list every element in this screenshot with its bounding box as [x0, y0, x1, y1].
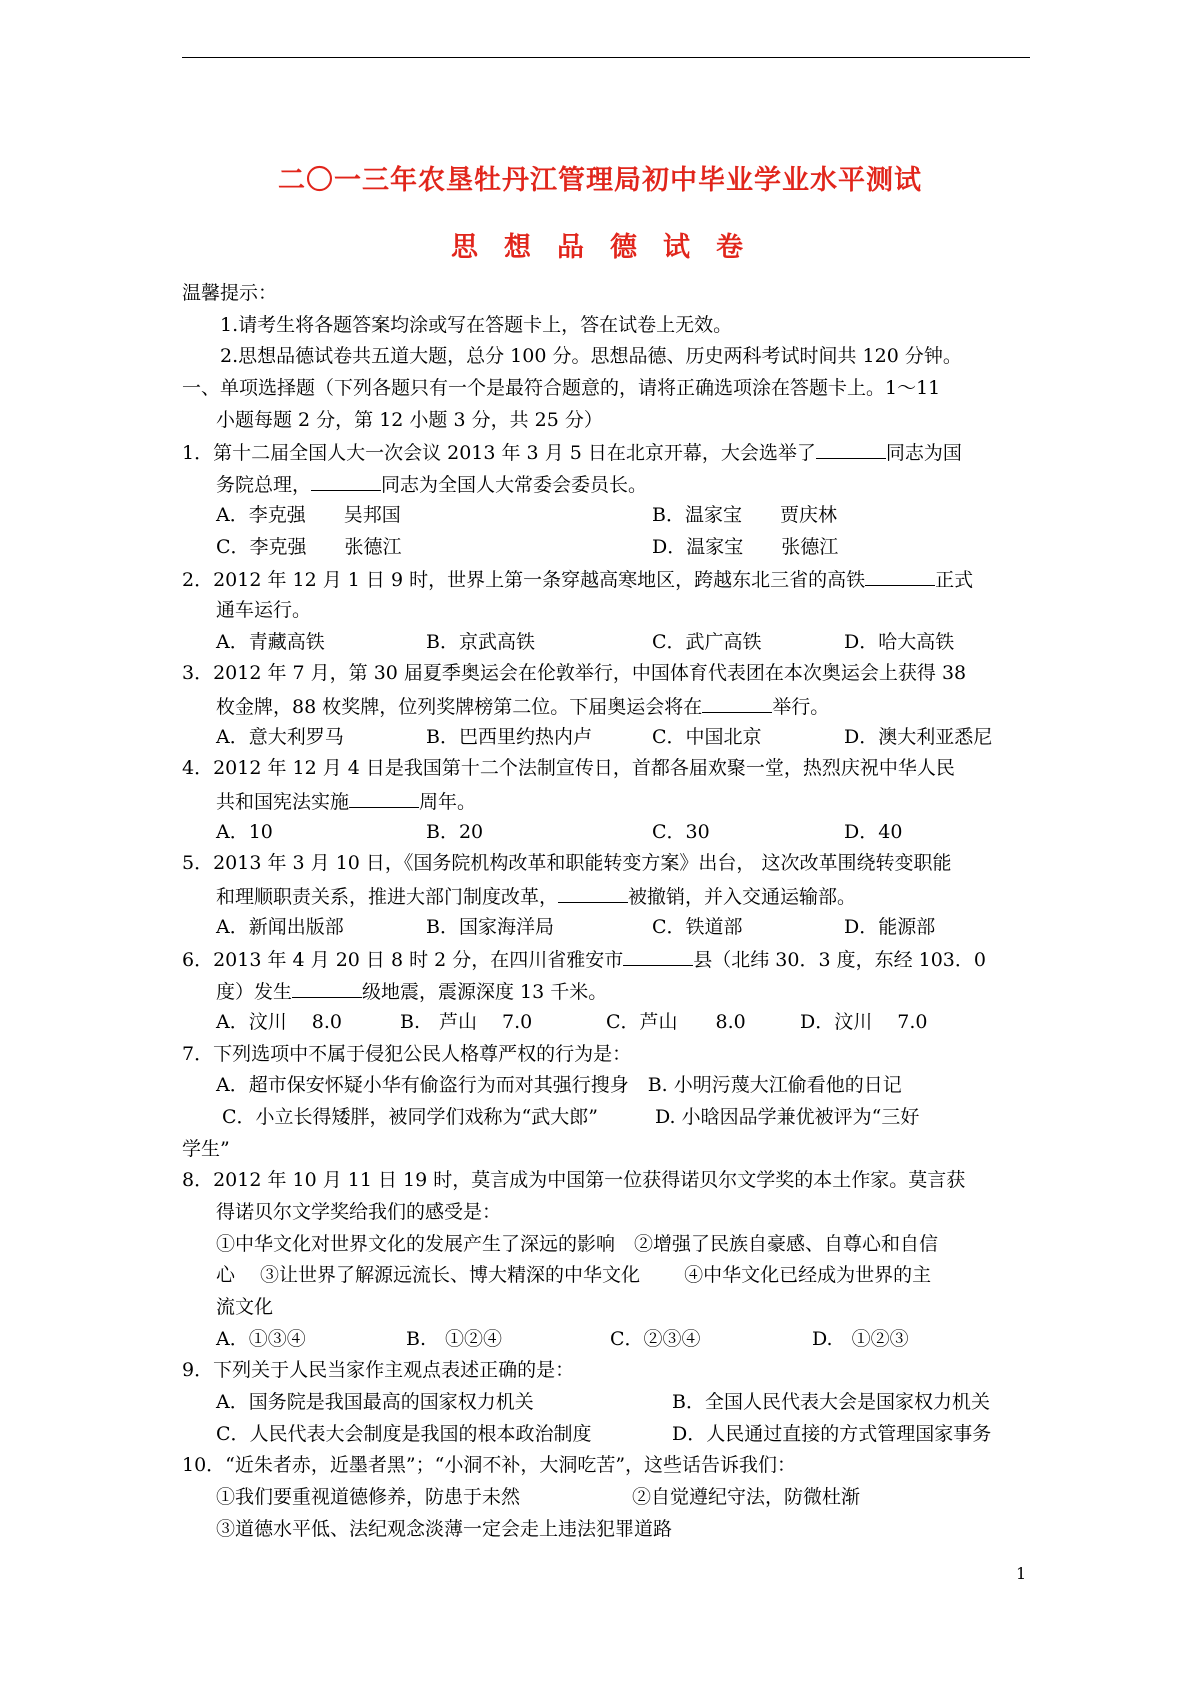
q5-option-d: D．能源部: [844, 915, 936, 938]
q5-option-a: A．新闻出版部: [216, 915, 344, 938]
q8-line-4: 心 ③让世界了解源远流长、博大精深的中华文化 ④中华文化已经成为世界的主: [216, 1264, 932, 1287]
answer-blank: [311, 468, 381, 491]
q10-statement-2: ②自觉遵纪守法，防微杜渐: [632, 1486, 861, 1509]
q1-option-c: C．李克强 张德江: [216, 535, 402, 558]
q4-option-c: C．30: [652, 820, 710, 843]
answer-blank: [292, 975, 362, 998]
q10-statements-row-1: [182, 1482, 1032, 1514]
q1-text: 务院总理，: [216, 474, 312, 497]
answer-blank: [558, 880, 628, 903]
q6-option-d: D．汶川 7.0: [800, 1010, 928, 1033]
page-number: 1: [1016, 1564, 1027, 1583]
answer-blank: [816, 436, 886, 459]
q3-option-d: D．澳大利亚悉尼: [844, 725, 993, 748]
q1-line-2: [182, 468, 1032, 500]
q10-statement-1: ①我们要重视道德修养，防患于未然: [216, 1486, 521, 1509]
q2-line-2: 通车运行。: [216, 598, 312, 621]
q7-line-4: 学生”: [182, 1137, 230, 1160]
q6-options: [182, 1007, 1032, 1039]
q8-option-b: B. ①②④: [406, 1327, 503, 1350]
q3-line-1: 3．2012 年 7 月，第 30 届夏季奥运会在伦敦举行，中国体育代表团在本次奥运会上获得 38: [182, 662, 967, 685]
q5-option-b: B．国家海洋局: [426, 915, 554, 938]
q6-line-2: [182, 975, 1032, 1007]
q2-option-d: D．哈大高铁: [844, 630, 955, 653]
q3-option-b: B．巴西里约热内卢: [426, 725, 592, 748]
q8-line-2: 得诺贝尔文学奖给我们的感受是：: [216, 1200, 502, 1223]
q2-options: [182, 627, 1032, 659]
q7-options-ab: A．超市保安怀疑小华有偷盗行为而对其强行搜身 B. 小明污蔑大江偷看他的日记: [216, 1074, 902, 1097]
q4-text: 周年。: [419, 791, 477, 813]
q2-text: 2．2012 年 12 月 1 日 9 时，世界上第一条穿越高寒地区，跨越东北三省的高铁: [182, 569, 866, 592]
q10-line-1: 10．“近朱者赤，近墨者黑”；“小洞不补，大洞吃苦”，这些话告诉我们：: [182, 1454, 797, 1477]
q8-options: [182, 1324, 1032, 1356]
q7-line-1: 7．下列选项中不属于侵犯公民人格尊严权的行为是：: [182, 1042, 632, 1065]
q4-text: 共和国宪法实施: [216, 791, 350, 813]
answer-blank: [623, 943, 693, 966]
q1-text: 同志为国: [885, 442, 962, 465]
q7-options-cd: C．小立长得矮胖，被同学们戏称为“武大郎” D. 小晗因品学兼优被评为“三好: [222, 1105, 920, 1128]
q8-option-a: A．①③④: [216, 1327, 306, 1350]
exam-title: 二〇一三年农垦牡丹江管理局初中毕业学业水平测试: [278, 165, 922, 196]
q9-option-b: B．全国人民代表大会是国家权力机关: [672, 1391, 990, 1414]
q6-text: 度）发生: [216, 981, 293, 1004]
q9-options-row-1: [182, 1387, 1032, 1419]
answer-blank: [702, 690, 772, 713]
q1-option-b: B．温家宝 贾庆林: [652, 503, 837, 526]
q2-option-a: A．青藏高铁: [216, 630, 325, 653]
q6-text: 级地震，震源深度 13 千米。: [362, 981, 608, 1004]
q3-option-a: A．意大利罗马: [216, 725, 344, 748]
q6-text: 县（北纬 30．3 度，东经 103．0: [693, 949, 986, 972]
q8-option-c: C．②③④: [610, 1327, 701, 1350]
q3-text: 枚金牌，88 枚奖牌，位列奖牌榜第二位。下届奥运会将在: [216, 695, 703, 718]
section-1-heading: 一、单项选择题（下列各题只有一个是最符合题意的，请将正确选项涂在答题卡上。1～11: [182, 377, 941, 400]
answer-blank: [865, 563, 935, 586]
q1-text: 1．第十二届全国人大一次会议 2013 年 3 月 5 日在北京开幕，大会选举了: [182, 442, 816, 465]
q4-option-b: B．20: [426, 820, 484, 843]
q8-line-3: ①中华文化对世界文化的发展产生了深远的影响 ②增强了民族自豪感、自尊心和自信: [216, 1232, 939, 1255]
q10-statement-3: ③道德水平低、法纪观念淡薄一定会走上违法犯罪道路: [216, 1517, 673, 1540]
q8-line-1: 8．2012 年 10 月 11 日 19 时，莫言成为中国第一位获得诺贝尔文学奖的本土作家。莫言获: [182, 1169, 966, 1192]
q5-line-2: [182, 880, 1032, 912]
q6-option-a: A．汶川 8.0: [216, 1010, 342, 1033]
tip-2: 2.思想品德试卷共五道大题，总分 100 分。思想品德、历史两科考试时间共 120 分钟。: [220, 345, 962, 368]
q5-options: [182, 912, 1032, 944]
q9-option-c: C．人民代表大会制度是我国的根本政治制度: [216, 1422, 592, 1445]
q6-text: 6．2013 年 4 月 20 日 8 时 2 分，在四川省雅安市: [182, 949, 624, 972]
q5-option-c: C．铁道部: [652, 915, 743, 938]
q1-line-1: [182, 436, 1032, 468]
q5-line-1: 5．2013 年 3 月 10 日，《国务院机构改革和职能转变方案》出台， 这次改革围绕转变职能: [182, 852, 952, 875]
q9-line-1: 9．下列关于人民当家作主观点表述正确的是：: [182, 1359, 575, 1382]
q4-options: [182, 817, 1032, 849]
header-rule: [182, 57, 1030, 58]
q1-text: 同志为全国人大常委会委员长。: [381, 474, 648, 497]
q6-option-b: B. 芦山 7.0: [400, 1010, 533, 1033]
q4-line-1: 4．2012 年 12 月 4 日是我国第十二个法制宣传日，首都各届欢聚一堂，热烈庆祝中华人民: [182, 757, 955, 780]
q9-option-a: A．国务院是我国最高的国家权力机关: [216, 1391, 534, 1414]
q2-line-1: [182, 563, 1032, 595]
q1-option-a: A．李克强 吴邦国: [216, 503, 401, 526]
q3-line-2: [182, 690, 1032, 722]
q1-options-row-2: [182, 532, 1032, 564]
q3-options: [182, 722, 1032, 754]
q8-option-d: D. ①②③: [812, 1327, 909, 1350]
q8-line-5: 流文化: [216, 1296, 274, 1318]
exam-content: [182, 278, 1032, 1546]
section-1-scoring: 小题每题 2 分，第 12 小题 3 分，共 25 分）: [216, 408, 603, 431]
q6-line-1: [182, 943, 1032, 975]
tips-heading: 温馨提示：: [182, 282, 278, 304]
q4-option-d: D．40: [844, 820, 903, 843]
q3-text: 举行。: [772, 695, 830, 718]
q4-line-2: [182, 785, 1032, 817]
q5-text: 被撤销，并入交通运输部。: [628, 886, 857, 909]
q6-option-c: C．芦山 8.0: [606, 1010, 746, 1033]
q1-options-row-1: [182, 500, 1032, 532]
tip-1: 1.请考生将各题答案均涂或写在答题卡上，答在试卷上无效。: [220, 313, 733, 336]
q9-option-d: D．人民通过直接的方式管理国家事务: [672, 1422, 992, 1445]
answer-blank: [349, 785, 419, 808]
q5-text: 和理顺职责关系，推进大部门制度改革，: [216, 886, 559, 909]
exam-subtitle: 思想品德试卷: [451, 232, 769, 263]
q2-text: 正式: [935, 569, 974, 592]
q2-option-c: C．武广高铁: [652, 630, 762, 653]
q2-option-b: B．京武高铁: [426, 630, 535, 653]
q3-option-c: C．中国北京: [652, 725, 762, 748]
q4-option-a: A．10: [216, 820, 273, 843]
q9-options-row-2: [182, 1419, 1032, 1451]
q1-option-d: D．温家宝 张德江: [652, 535, 839, 558]
